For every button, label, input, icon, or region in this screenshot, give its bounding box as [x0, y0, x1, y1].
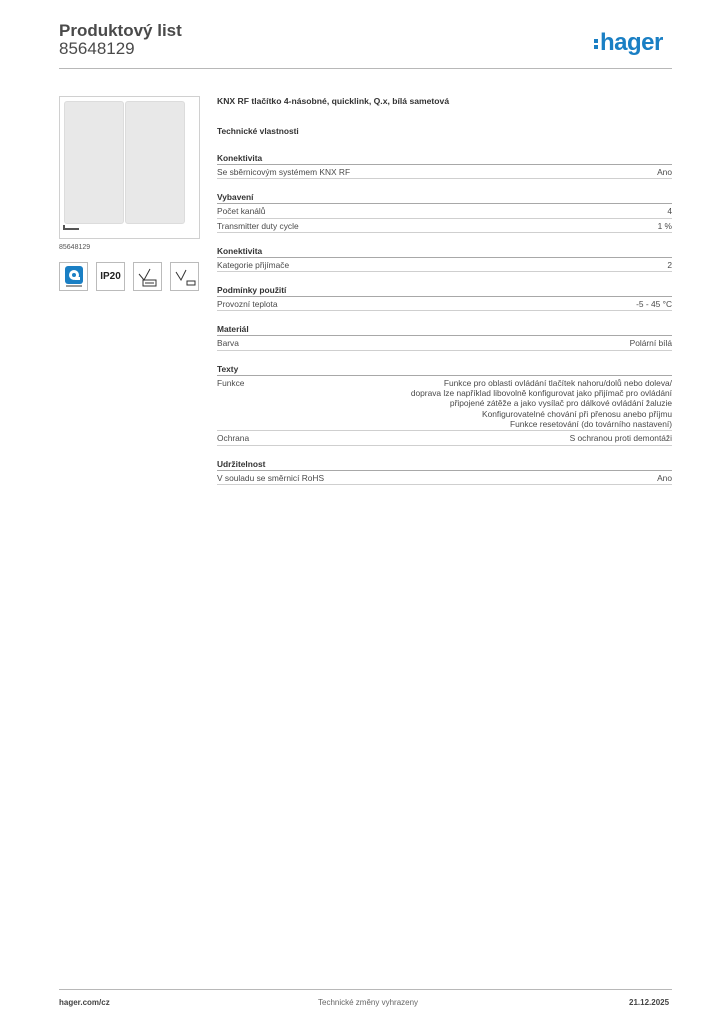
function-line: připojené zátěže a jako vysílač pro dálkové ovládání žaluzie	[449, 398, 672, 409]
image-caption: 85648129	[59, 244, 91, 251]
function-line: doprava lze například libovolně konfigurovat jako přijímač pro ovládání	[410, 388, 672, 399]
spec-label: Provozní teplota	[217, 299, 278, 310]
product-title: KNX RF tlačítko 4-násobné, quicklink, Q.x, bílá sametová	[217, 96, 450, 106]
spec-value: Polární bílá	[629, 338, 672, 349]
spec-row	[217, 336, 672, 350]
ip-rating-icon	[96, 262, 125, 291]
group-material	[217, 324, 672, 350]
footer-website[interactable]: hager.com/cz	[59, 998, 110, 1007]
group-connectivity-2	[217, 246, 672, 272]
spec-label: Kategorie přijímače	[217, 259, 290, 270]
spec-label: Počet kanálů	[217, 206, 266, 217]
function-line: Funkce pro oblasti ovládání tlačítek nahoru/dolů nebo doleva/	[443, 377, 672, 388]
spec-label: Se sběrnicovým systémem KNX RF	[217, 167, 351, 177]
spec-value: 1 %	[657, 220, 672, 231]
footer-date: 21.12.2025	[629, 998, 670, 1007]
spec-value: Ano	[657, 167, 672, 177]
spec-label: Barva	[217, 338, 239, 349]
spec-row	[217, 165, 672, 179]
group-heading: Materiál	[217, 324, 672, 336]
spec-row	[217, 204, 672, 218]
group-conditions	[217, 285, 672, 311]
ip-rating-label: IP20	[100, 271, 121, 282]
spec-label: Ochrana	[217, 433, 250, 444]
spec-label: Transmitter duty cycle	[217, 220, 299, 231]
logo-dots-icon	[594, 37, 598, 51]
scale-bar-icon	[63, 228, 79, 230]
group-sustainability	[217, 459, 672, 485]
group-connectivity	[217, 153, 672, 179]
page-title: Produktový list	[59, 21, 182, 40]
group-equipment	[217, 192, 672, 233]
rocker-left	[64, 101, 124, 224]
rocker-right	[125, 101, 185, 224]
function-line: Funkce resetování (do továrního nastavení)	[509, 418, 672, 429]
spec-value: -5 - 45 °C	[636, 299, 672, 310]
spec-row	[217, 258, 672, 272]
hager-logo	[594, 29, 663, 57]
spec-value-multiline	[411, 378, 672, 429]
product-number: 85648129	[59, 39, 135, 58]
spec-row	[217, 219, 672, 233]
group-heading: Udržitelnost	[217, 459, 672, 471]
function-line: Konfigurovatelné chování při přenosu anebo příjmu	[482, 408, 672, 419]
group-heading: Texty	[217, 364, 672, 376]
group-heading: Podmínky použití	[217, 285, 672, 297]
spec-row	[217, 376, 672, 431]
feature-badges	[59, 262, 199, 291]
footer-divider	[59, 989, 672, 990]
mounting-icon	[133, 262, 162, 291]
logo-text: hager	[600, 29, 663, 56]
footer-note: Technické změny vyhrazeny	[318, 998, 419, 1007]
spec-label: V souladu se směrnicí RoHS	[217, 472, 325, 483]
spec-value: Ano	[657, 472, 672, 483]
header-divider	[59, 68, 672, 69]
spec-value: 4	[667, 206, 672, 217]
group-heading: Konektivita	[217, 153, 672, 165]
spec-value: S ochranou proti demontáži	[569, 433, 672, 444]
spec-content	[217, 96, 672, 485]
quicklink-icon	[59, 262, 88, 291]
surface-mount-icon	[170, 262, 199, 291]
spec-row	[217, 297, 672, 311]
spec-value: 2	[667, 259, 672, 270]
product-image	[59, 96, 200, 239]
group-texts	[217, 364, 672, 446]
group-heading: Konektivita	[217, 246, 672, 258]
group-heading: Vybavení	[217, 192, 672, 204]
spec-row	[217, 471, 672, 485]
spec-label: Funkce	[217, 377, 245, 388]
spec-row	[217, 431, 672, 445]
tech-heading: Technické vlastnosti	[217, 126, 299, 136]
